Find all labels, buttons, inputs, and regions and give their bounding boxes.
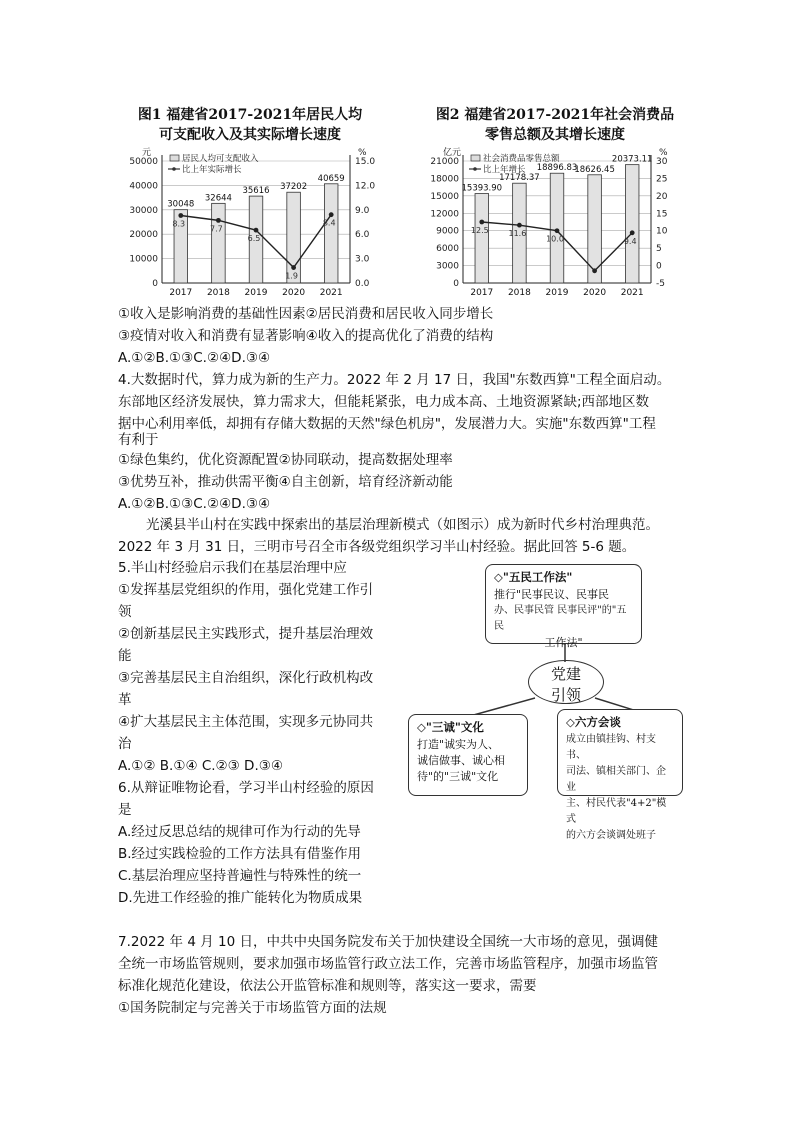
q4-stem-line2: 东部地区经济发展快，算力需求大，但能耗紧张，电力成本高、土地资源紧缺;西部地区数 <box>118 394 650 410</box>
chart2-bar-label: 18626.45 <box>574 164 615 175</box>
q3-options-line2: ③疫情对收入和消费有显著影响④收入的提高优化了消费的结构 <box>118 328 494 344</box>
chart2-left-tick-label: 18000 <box>430 174 459 185</box>
five-min-method-title: ◇"五民工作法" <box>494 570 573 584</box>
q6-option-d: D.先进工作经验的推广能转化为物质成果 <box>118 890 363 906</box>
five-min-method-line3: 工作法" <box>544 636 583 649</box>
q7-stem-line1: 7.2022 年 4 月 10 日，中共中央国务院发布关于加快建设全国统一大市场的意见，强调健 <box>118 934 658 950</box>
chart1-left-tick-label: 10000 <box>129 254 158 265</box>
six-party-talks-line3: 主、村民代表"4+2"模式 <box>566 798 667 825</box>
chart2-right-tick-label: 10 <box>656 226 668 237</box>
chart1-growth-label: 8.4 <box>322 218 336 228</box>
intro-line1: 光溪县半山村在实践中探索出的基层治理新模式（如图示）成为新时代乡村治理典范。 <box>146 517 659 533</box>
chart2-x-tick-label: 2018 <box>507 288 531 298</box>
chart1-bar-label: 32644 <box>204 193 232 204</box>
chart1-title-line2: 可支配收入及其实际增长速度 <box>159 127 341 143</box>
q5-option4-cont: 治 <box>118 736 132 752</box>
q4-stem-line3: 据中心利用率低，却拥有存储大数据的天然"绿色机房"，发展潜力大。实施"东数西算"工程 <box>118 416 656 432</box>
q5-option2: ②创新基层民主实践形式，提升基层治理效 <box>118 626 374 642</box>
five-min-method-line1: 推行"民事民议、民事民 <box>494 588 610 601</box>
five-min-method-box <box>485 564 642 649</box>
chart1-legend-line-label: 比上年实际增长 <box>182 165 242 175</box>
chart2-x-tick-label: 2017 <box>470 288 494 298</box>
chart1-x-tick-label: 2018 <box>206 288 230 298</box>
chart2-left-unit: 亿元 <box>443 148 462 158</box>
chart1-right-tick-label: 6.0 <box>355 230 370 241</box>
five-min-method-line2: 办、民事民管 民事民评"的"五民 <box>494 605 627 632</box>
six-party-talks-title: ◇六方会谈 <box>566 715 621 729</box>
chart1-x-tick-label: 2021 <box>319 288 343 298</box>
q5-answers: A.①② B.①④ C.②③ D.③④ <box>118 758 283 774</box>
chart2-title-line2: 零售总额及其增长速度 <box>485 127 625 143</box>
chart1-left-unit: 元 <box>142 148 152 158</box>
chart1-growth-label: 1.9 <box>285 271 298 281</box>
chart1-right-tick-label: 0.0 <box>355 279 370 289</box>
chart1-right-tick-label: 3.0 <box>355 254 370 265</box>
chart1-bar-label: 35616 <box>242 186 270 197</box>
q6-option-b: B.经过实践检验的工作方法具有借鉴作用 <box>118 846 362 862</box>
chart1-bar-label: 30048 <box>167 199 195 210</box>
three-honesty-line3: 待"的"三诚"文化 <box>417 770 499 783</box>
q5-option3-cont: 革 <box>118 692 132 708</box>
chart2-left-tick-label: 15000 <box>430 191 459 202</box>
chart2-left-tick-label: 6000 <box>436 244 459 255</box>
chart1-right-unit: % <box>358 148 367 158</box>
three-honesty-line1: 打造"诚实为人、 <box>417 738 500 751</box>
chart2-left-tick-label: 9000 <box>436 226 459 237</box>
chart2-left-tick-label: 21000 <box>430 157 459 167</box>
chart1-left-tick-label: 40000 <box>129 181 158 192</box>
chart1-growth-label: 7.7 <box>210 224 223 234</box>
q7-option1: ①国务院制定与完善关于市场监管方面的法规 <box>118 1000 387 1016</box>
chart2-growth-label: 10.0 <box>546 234 564 244</box>
chart1-x-tick-label: 2017 <box>169 288 193 298</box>
q6-stem: 6.从辩证唯物论看，学习半山村经验的原因 <box>118 780 374 796</box>
q5-option4: ④扩大基层民主主体范围，实现多元协同共 <box>118 714 374 730</box>
q5-option3: ③完善基层民主自治组织，深化行政机构改 <box>118 670 374 686</box>
chart2-right-tick-label: 15 <box>656 209 668 220</box>
chart1-right-tick-label: 12.0 <box>355 181 376 192</box>
q3-options-line1: ①收入是影响消费的基础性因素②居民消费和居民收入同步增长 <box>118 306 494 322</box>
chart1-left-tick-label: 30000 <box>129 205 158 216</box>
three-honesty-line2: 诚信做事、诚心相 <box>417 754 505 767</box>
chart1-left-tick-label: 50000 <box>129 157 158 167</box>
chart2-right-tick-label: 25 <box>656 174 668 185</box>
chart2-right-unit: % <box>659 148 668 158</box>
chart1-x-tick-label: 2019 <box>244 288 268 298</box>
q4-stem-line4: 有利于 <box>118 432 159 448</box>
q4-answers: A.①②B.①③C.②④D.③④ <box>118 496 271 512</box>
chart1-title-line1: 图1 福建省2017-2021年居民人均 <box>137 107 363 123</box>
q6-option-a: A.经过反思总结的规律可作为行动的先导 <box>118 824 361 840</box>
party-building-line1: 党建 <box>550 665 581 683</box>
chart1-growth-label: 6.5 <box>247 234 261 244</box>
chart2-growth-label: 9.4 <box>623 236 637 246</box>
chart2-title-line1: 图2 福建省2017-2021年社会消费品 <box>435 107 675 123</box>
intro-line2: 2022 年 3 月 31 日，三明市号召全市各级党组织学习半山村经验。据此回答 5-6 题。 <box>118 539 636 555</box>
chart1-left-tick-label: 20000 <box>129 230 158 241</box>
chart1-bar-label: 37202 <box>280 182 308 193</box>
chart2-left-tick-label: 0 <box>453 279 459 289</box>
q7-stem-line2: 全统一市场监管规则，要求加强市场监管行政立法工作，完善市场监管程序，加强市场监管 <box>118 956 658 972</box>
chart1-growth-label: 8.3 <box>172 219 186 229</box>
three-honesty-title: ◇"三诚"文化 <box>417 720 484 734</box>
chart1-left-tick-label: 0 <box>152 279 158 289</box>
chart2-bar-label: 18896.83 <box>536 163 578 174</box>
chart2-growth-label: 12.5 <box>470 226 489 235</box>
q7-stem-line3: 标准化规范化建设，依法公开监管标准和规则等，落实这一要求，需要 <box>118 978 537 994</box>
chart2-bar-label: 15393.90 <box>461 183 503 194</box>
q3-answers: A.①②B.①③C.②④D.③④ <box>118 350 271 366</box>
q4-options-line1: ①绿色集约，优化资源配置②协同联动，提高数据处理率 <box>118 452 453 468</box>
chart2-right-tick-label: -5 <box>656 279 665 289</box>
q5-option1: ①发挥基层党组织的作用，强化党建工作引 <box>118 582 374 598</box>
chart2-legend-line-label: 比上年增长 <box>483 165 526 175</box>
chart2-right-tick-label: 5 <box>656 244 662 255</box>
chart2-left-tick-label: 12000 <box>430 209 459 220</box>
six-party-talks-box <box>557 709 683 841</box>
chart1-bar-label: 40659 <box>317 173 345 184</box>
q6-stem-cont: 是 <box>118 802 132 818</box>
chart2-x-tick-label: 2020 <box>583 288 607 298</box>
six-party-talks-line2: 司法、镇相关部门、企业 <box>566 766 666 793</box>
q6-option-c: C.基层治理应坚持普遍性与特殊性的统一 <box>118 868 362 884</box>
chart1-right-tick-label: 9.0 <box>355 205 370 216</box>
chart2-bar-label: 20373.11 <box>611 154 653 165</box>
chart1-x-tick-label: 2020 <box>282 288 306 298</box>
chart1-right-tick-label: 15.0 <box>355 157 376 167</box>
chart2-bar-label: 17178.37 <box>499 173 540 184</box>
three-honesty-box <box>408 714 528 796</box>
q5-stem: 5.半山村经验启示我们在基层治理中应 <box>118 560 347 576</box>
chart2-growth-label: 11.6 <box>508 229 527 239</box>
six-party-talks-line4: 的六方会谈调处班子 <box>566 830 656 841</box>
chart2-right-tick-label: 20 <box>656 191 668 202</box>
six-party-talks-line1: 成立由镇挂钩、村支书、 <box>566 734 656 761</box>
party-building-line2: 引领 <box>550 686 581 704</box>
chart2-right-tick-label: 30 <box>656 157 668 167</box>
q5-option2-cont: 能 <box>118 648 132 664</box>
q5-option1-cont: 领 <box>118 604 132 620</box>
chart2-left-tick-label: 3000 <box>436 261 459 272</box>
q4-stem-line1: 4.大数据时代，算力成为新的生产力。2022 年 2 月 17 日，我国"东数西算"工程全面启动。 <box>118 372 671 388</box>
chart2-legend-bar-label: 社会消费品零售总额 <box>483 154 560 164</box>
chart2-right-tick-label: 0 <box>656 261 662 272</box>
q4-options-line2: ③优势互补，推动供需平衡④自主创新，培育经济新动能 <box>118 474 453 490</box>
chart2-x-tick-label: 2019 <box>545 288 569 298</box>
party-building-node <box>528 660 604 704</box>
chart2-x-tick-label: 2021 <box>620 288 644 298</box>
chart1-legend-bar-label: 居民人均可支配收入 <box>182 154 259 164</box>
